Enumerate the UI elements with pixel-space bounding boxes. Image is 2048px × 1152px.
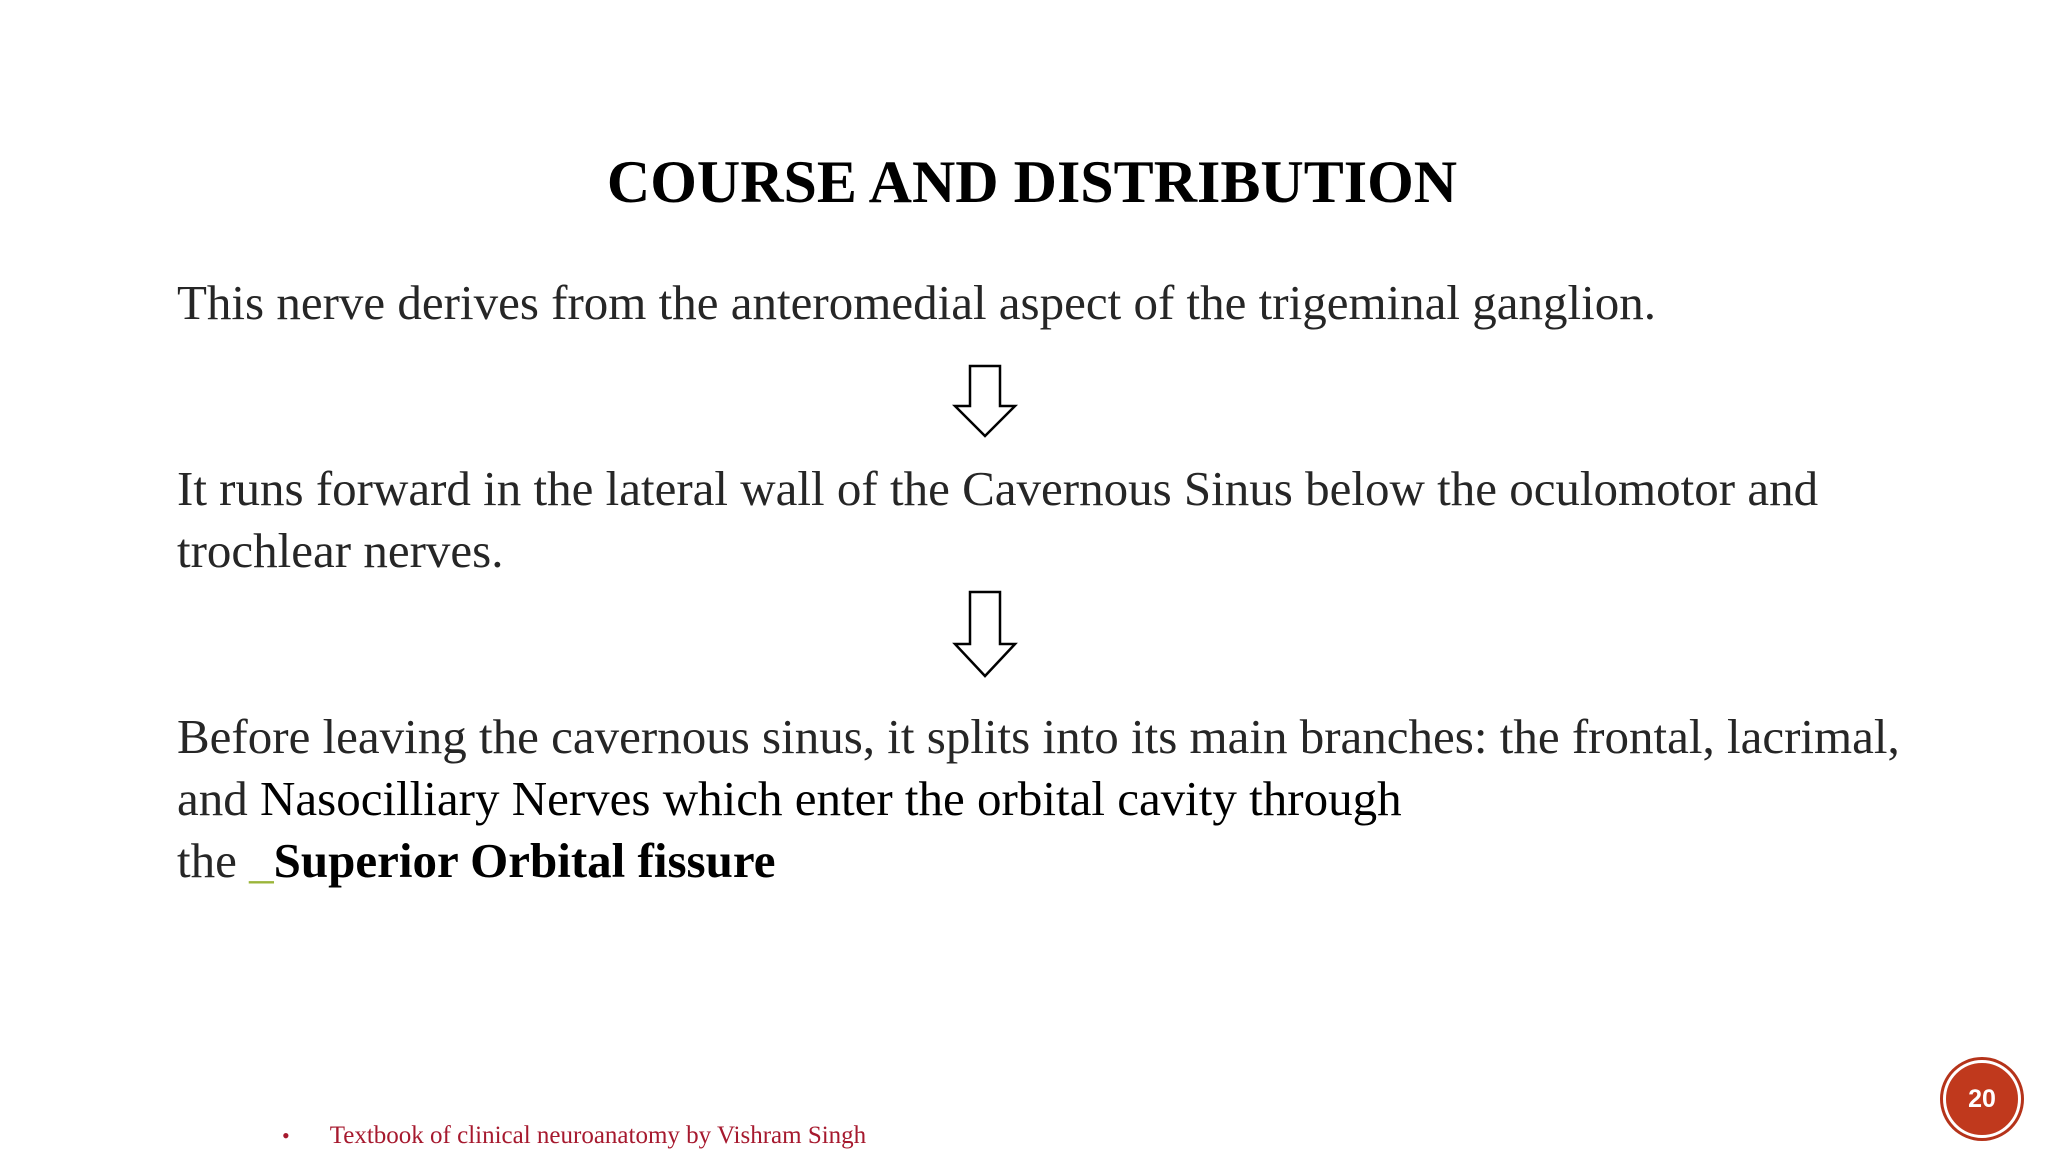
slide-title: COURSE AND DISTRIBUTION: [606, 149, 1458, 215]
paragraph-branches-the: the: [177, 833, 250, 888]
down-arrow-icon: [952, 590, 1018, 683]
paragraph-origin: This nerve derives from the anteromedial aspect of the trigeminal ganglion.: [177, 275, 1657, 330]
page-number-badge: 20: [1943, 1060, 2021, 1138]
superior-orbital-fissure-text: Superior Orbital fissure: [273, 833, 776, 888]
underscore-mark: _: [249, 833, 274, 888]
bullet-icon: •: [282, 1123, 290, 1148]
paragraph-branches-text: Before leaving the cavernous sinus, it splits into its main branches: the frontal, lacrimal, and: [177, 709, 1900, 826]
down-arrow-icon: [952, 364, 1018, 443]
paragraph-branches: [177, 706, 1937, 892]
footer-reference: [282, 1122, 866, 1150]
nasocilliary-text: Nasocilliary Nerves which enter the orbital cavity through: [260, 771, 1402, 826]
footer-reference-text: Textbook of clinical neuroanatomy by Vishram Singh: [329, 1122, 867, 1149]
paragraph-course: It runs forward in the lateral wall of the Cavernous Sinus below the oculomotor and trochlear nerves.: [177, 461, 1819, 578]
